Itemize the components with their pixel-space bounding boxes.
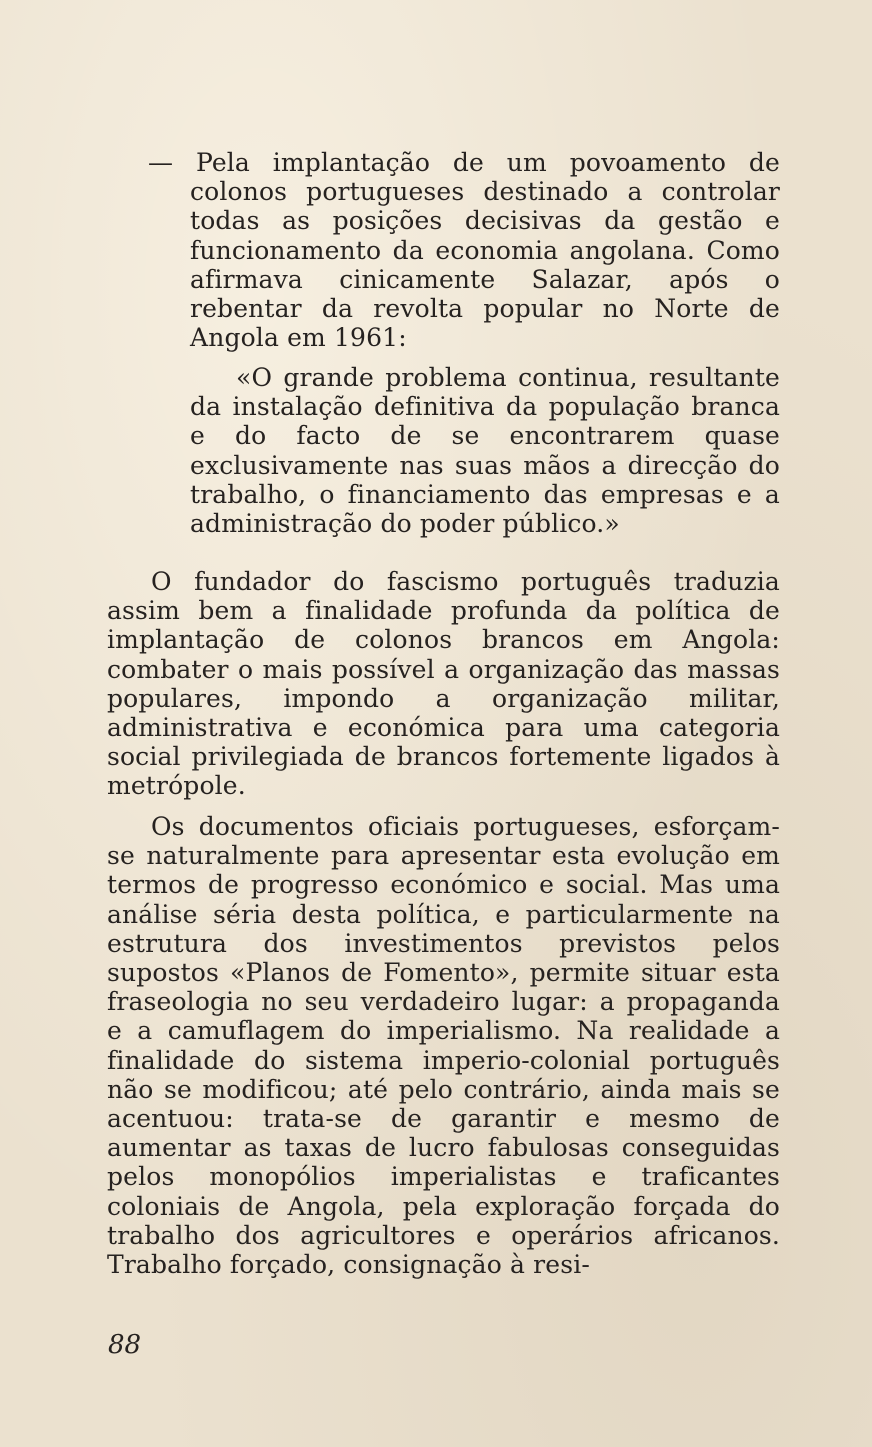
paragraph-3: Os documentos oficiais portugueses, esforçam-se naturalmente para apresentar esta evolução em termos de progresso económico e social. Mas uma análise séria desta política, e particularmente na estrutura dos investimentos previstos pelos supostos «Planos de Fomento», permite situar esta fraseologia no seu verdadeiro lugar: a propaganda e a camuflagem do imperialismo. Na realidade a finalidade do sistema imperio-colonial português não se modificou; até pelo contrário, ainda mais se acentuou: trata-se de garantir e mesmo de aumentar as taxas de lucro fabulosas conseguidas pelos monopólios imperialistas e traficantes coloniais de Angola, pela exploração forçada do trabalho dos agricultores e operários africanos. Trabalho forçado, consignação à resi- [107,812,780,1280]
paragraph-2: O fundador do fascismo português traduzia assim bem a finalidade profunda da política de implantação de colonos brancos em Angola: combater o mais possível a organização das massas populares, impondo a organização militar, administrativa e económica para uma categoria social privilegiada de brancos fortemente ligados à metrópole. [107,567,780,801]
page-number: 88 [108,1330,142,1360]
salazar-quote: «O grande problema continua, resultante da instalação definitiva da população branca e do facto de se encontrarem quase exclusivamente nas suas mãos a direcção do trabalho, o financiamento das empresas e a administração do poder público.» [190,363,780,539]
paragraph-1: — Pela implantação de um povoamento de colonos portugueses destinado a controlar todas as posições decisivas da gestão e funcionamento da economia angolana. Como afirmava cinicamente Salazar, após o rebentar da revolta popular no Norte de Angola em 1961: [148,148,780,353]
